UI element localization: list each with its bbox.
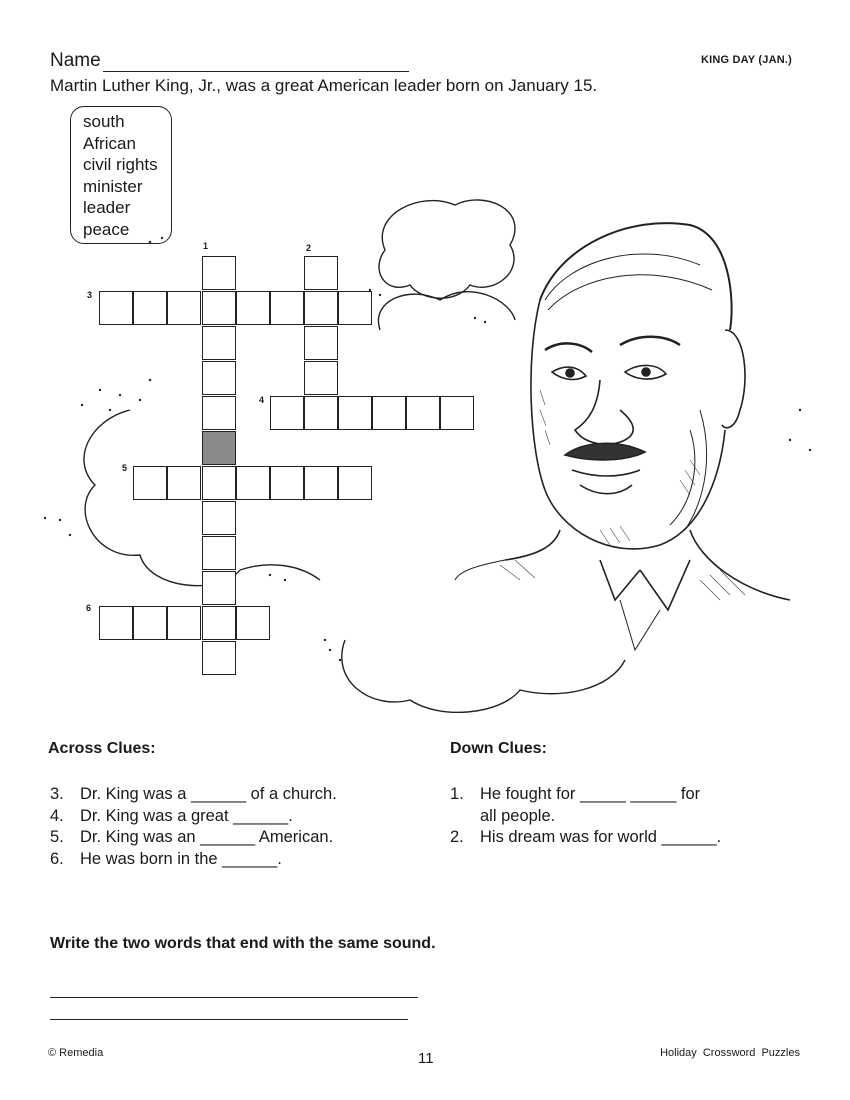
clue-text: His dream was for world ______. [480,828,722,846]
clue-text: He was born in the ______. [80,849,282,868]
clue-number: 3. [50,785,64,803]
word-bank-item: south [83,112,125,131]
clue-row [50,849,337,871]
grid-cell[interactable] [270,466,304,500]
answer-line-2[interactable] [50,1019,408,1020]
clue-row [50,784,337,806]
grid-cell[interactable] [304,396,338,430]
grid-cell[interactable] [167,466,201,500]
grid-cell[interactable] [304,326,338,360]
grid-cell[interactable] [338,291,372,325]
across-heading: Across Clues: [48,740,156,757]
book-title: Holiday Crossword Puzzles [660,1047,800,1059]
clue-number: 2. [450,828,464,846]
word-bank [70,106,172,244]
grid-cell[interactable] [202,606,236,640]
page-number: 11 [418,1050,434,1067]
grid-cell[interactable] [304,361,338,395]
answer-line-1[interactable] [50,997,418,998]
grid-cell[interactable] [304,466,338,500]
grid-cell[interactable] [202,396,236,430]
word-bank-item: minister [83,176,143,196]
grid-cell[interactable] [202,536,236,570]
clue-number [450,806,480,828]
name-field[interactable] [50,50,409,72]
word-bank-item: peace [83,219,130,239]
portrait-drawing [455,223,790,650]
grid-cell[interactable] [202,571,236,605]
grid-cell[interactable] [99,606,133,640]
clue-row [50,827,337,849]
clue-number-6: 6 [86,603,92,613]
grid-cell[interactable] [202,291,236,325]
instruction-text: Write the two words that end with the same sound. [50,935,436,952]
word-bank-item: civil rights [83,155,158,175]
clue-row [50,806,337,828]
clue-number: 4. [50,806,64,825]
grid-cell[interactable] [202,326,236,360]
clue-number-3: 3 [87,290,93,300]
grid-cell[interactable] [304,256,338,290]
across-clues [50,784,337,870]
grid-cell[interactable] [372,396,406,430]
clue-number: 5. [50,828,64,846]
word-bank-item: leader [83,198,131,218]
clue-number-5: 5 [122,463,128,473]
clue-number-4: 4 [259,395,265,405]
grid-cell[interactable] [236,466,270,500]
grid-cell[interactable] [304,291,338,325]
word-bank-item: African [83,133,136,153]
copyright: © Remedia [48,1047,104,1059]
name-blank[interactable] [103,53,409,72]
topic-label: KING DAY (JAN.) [700,54,792,66]
clue-text: Dr. King was a ______ of a church. [80,785,337,803]
clue-text: all people. [480,806,556,825]
grid-cell[interactable] [338,396,372,430]
grid-cell[interactable] [236,606,270,640]
name-label: Name [50,50,101,71]
clue-number: 1. [450,785,464,803]
grid-cell[interactable] [202,641,236,675]
clue-number-1: 1 [203,241,209,251]
clue-row [450,806,721,828]
grid-cell[interactable] [167,606,201,640]
clue-row [450,827,721,849]
grid-cell[interactable] [440,396,474,430]
clue-number: 6. [50,849,64,868]
grid-cell[interactable] [133,466,167,500]
intro-text: Martin Luther King, Jr., was a great American leader born on January 15. [50,76,598,95]
down-heading: Down Clues: [450,740,547,757]
clue-text: Dr. King was an ______ American. [80,828,334,846]
grid-cell[interactable] [202,466,236,500]
grid-cell[interactable] [202,361,236,395]
grid-cell[interactable] [133,606,167,640]
grid-cell[interactable] [99,291,133,325]
clue-text: He fought for _____ _____ for [480,785,701,803]
grid-cell[interactable] [406,396,440,430]
grid-cell[interactable] [338,466,372,500]
grid-cell[interactable] [167,291,201,325]
shaded-cell [202,431,236,465]
grid-cell[interactable] [133,291,167,325]
down-clues [450,784,721,849]
grid-cell[interactable] [270,396,304,430]
clue-number-2: 2 [306,243,312,253]
clue-text: Dr. King was a great ______. [80,806,293,825]
grid-cell[interactable] [202,256,236,290]
grid-cell[interactable] [270,291,304,325]
clue-row [450,784,721,806]
grid-cell[interactable] [236,291,270,325]
grid-cell[interactable] [202,501,236,535]
